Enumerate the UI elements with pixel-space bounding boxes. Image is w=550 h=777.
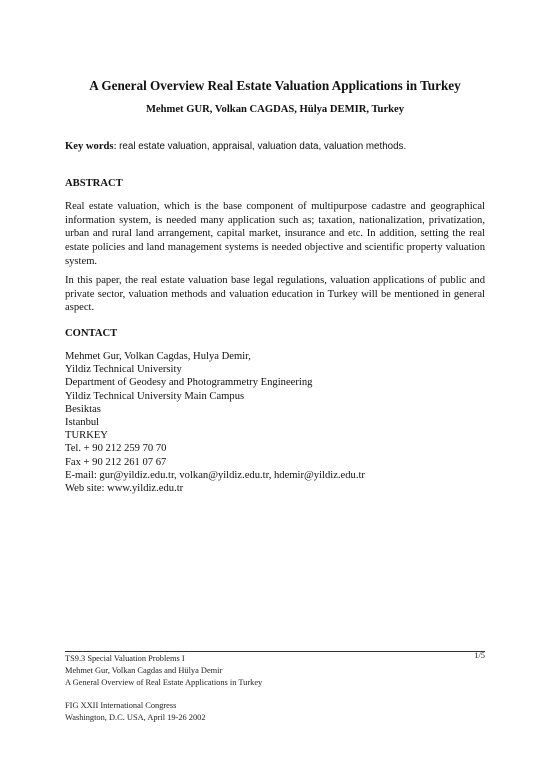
contact-line: Besiktas <box>65 403 101 415</box>
page-number: 1/5 <box>474 651 485 660</box>
keywords-text: real estate valuation, appraisal, valuation data, valuation methods. <box>119 141 407 152</box>
abstract-paragraph-1: Real estate valuation, which is the base component of multipurpose cadastre and geographical information system, is needed many application such as; taxation, nationalization, privatization, urban and rural land arrangement, capital market, insurance and etc. In addition, setting the real estate policies and land management systems is needed objective and scientific property valuation system. <box>65 201 485 267</box>
contact-heading: CONTACT <box>65 328 118 339</box>
contact-line: Yildiz Technical University <box>65 364 182 376</box>
contact-line: Department of Geodesy and Photogrammetry Engineering <box>65 377 313 389</box>
footer-location: Washington, D.C. USA, April 19-26 2002 <box>65 713 206 722</box>
contact-line: Fax + 90 212 261 07 67 <box>65 456 167 468</box>
footer-congress: FIG XXII International Congress <box>65 701 177 710</box>
abstract-heading: ABSTRACT <box>65 178 123 189</box>
contact-line: Yildiz Technical University Main Campus <box>65 390 245 402</box>
footer-authors: Mehmet Gur, Volkan Cagdas and Hülya Demir <box>65 666 223 675</box>
keywords-label: Key words <box>65 141 114 152</box>
contact-line: Tel. + 90 212 259 70 70 <box>65 443 167 455</box>
contact-block <box>65 350 485 495</box>
footer-rule <box>65 651 485 652</box>
paper-title: A General Overview Real Estate Valuation Applications in Turkey <box>89 78 461 93</box>
footer-session: TS9.3 Special Valuation Problems I <box>65 654 185 663</box>
contact-line: Mehmet Gur, Volkan Cagdas, Hulya Demir, <box>65 351 251 362</box>
contact-line: Istanbul <box>65 417 100 429</box>
contact-line: TURKEY <box>65 430 108 442</box>
contact-website: Web site: www.yildiz.edu.tr <box>65 483 184 495</box>
contact-email: E-mail: gur@yildiz.edu.tr, volkan@yildiz.edu.tr, hdemir@yildiz.edu.tr <box>65 469 365 481</box>
keywords-line <box>65 141 485 152</box>
keywords-separator: : <box>113 141 120 152</box>
paper-authors: Mehmet GUR, Volkan CAGDAS, Hülya DEMIR, Turkey <box>145 104 405 115</box>
footer-title: A General Overview of Real Estate Applications in Turkey <box>65 678 263 687</box>
abstract-paragraph-2: In this paper, the real estate valuation base legal regulations, valuation applications of public and private sector, valuation methods and valuation education in Turkey will be mentioned in general aspect. <box>65 275 485 314</box>
